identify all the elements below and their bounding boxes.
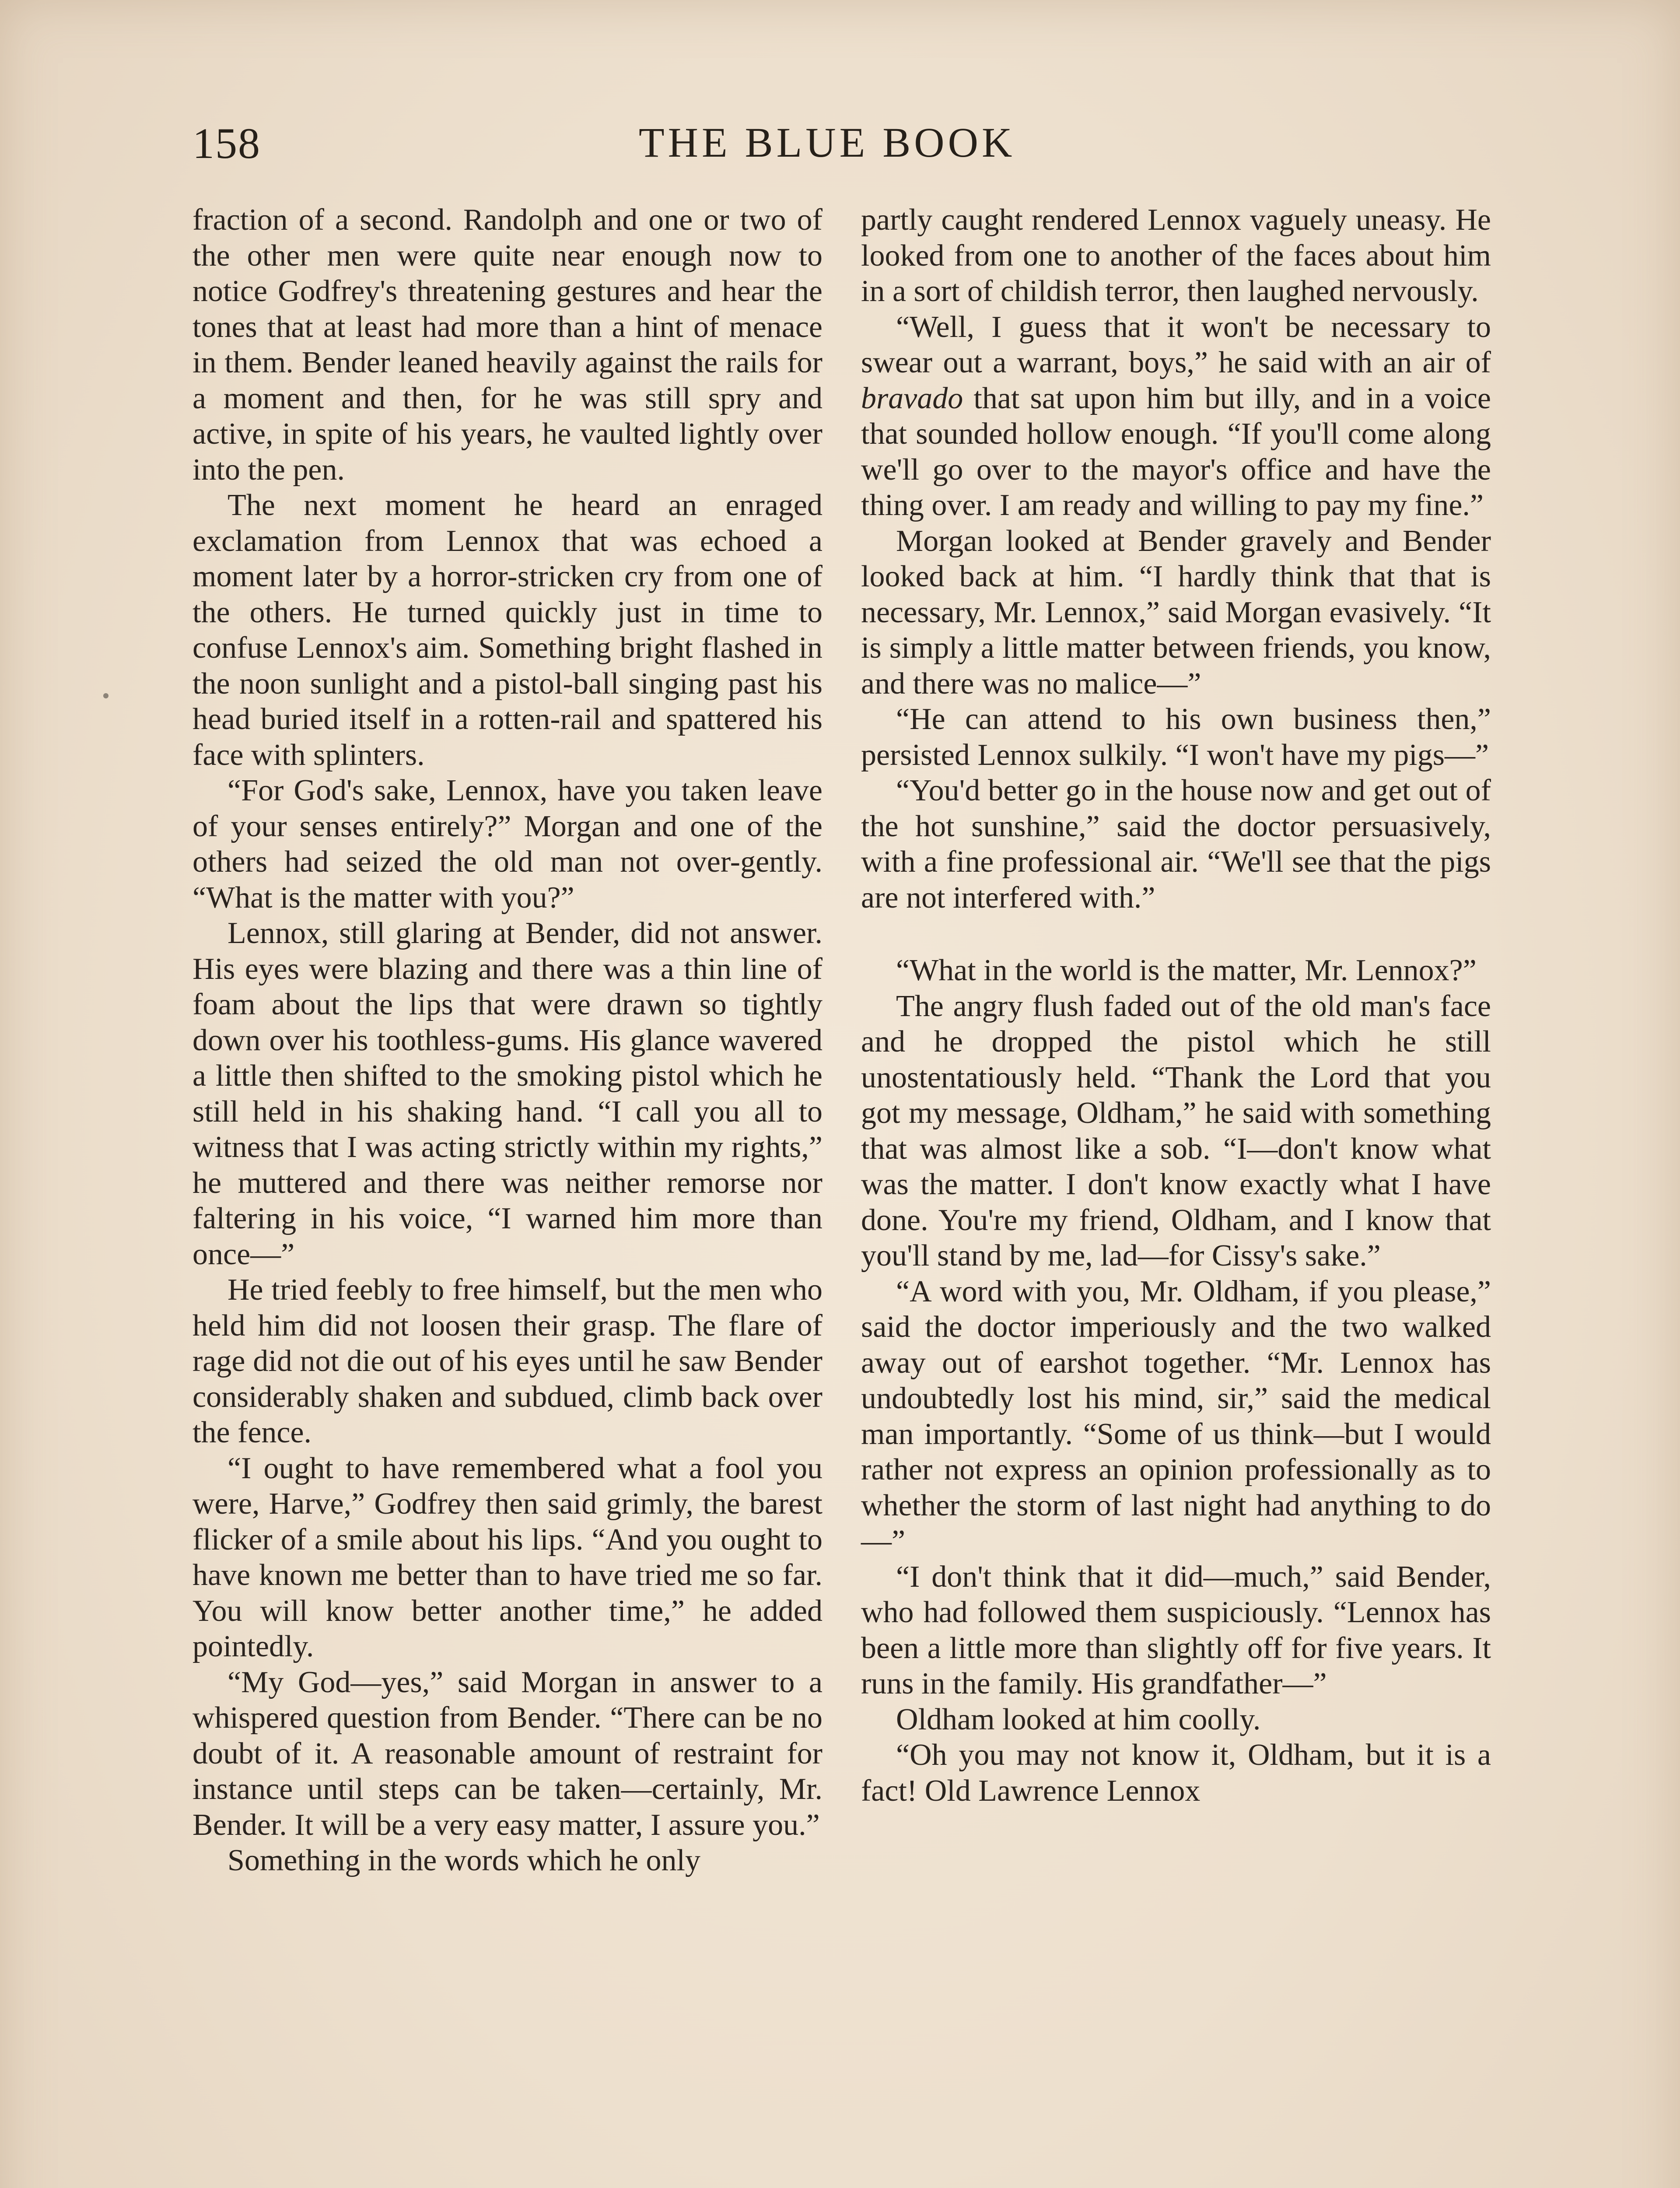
- paragraph: Lennox, still glaring at Bender, did not answer. His eyes were blazing and there was a thin line of foam about the lips that were drawn so tightly down over his toothless-gums. His glance wavered a little then shifted to the smoking pistol which he still held in his shaking hand. “I call you all to witness that I was acting strictly within my rights,” he muttered and there was neither remorse nor faltering in his voice, “I warned him more than once—”: [192, 916, 822, 1271]
- paragraph: “You'd better go in the house now and get out of the hot sunshine,” said the doctor persuasively, with a fine professional air. “We'll see that the pigs are not interfered with.”: [861, 774, 1491, 915]
- paragraph: Morgan looked at Bender gravely and Bender looked back at him. “I hardly think that that is necessary, Mr. Lennox,” said Morgan evasively. “It is simply a little matter between friends, you know, and there was no malice—”: [861, 524, 1491, 701]
- paragraph: partly caught rendered Lennox vaguely uneasy. He looked from one to another of the faces about him in a sort of childish terror, then laughed nervously.: [861, 203, 1491, 308]
- page-number: 158: [192, 119, 261, 168]
- right-text-column: [861, 202, 1491, 1809]
- running-head: [192, 118, 1505, 175]
- paragraph: “I ought to have remembered what a fool you were, Harve,” Godfrey then said grimly, the barest flicker of a smile about his lips. “And you ought to have known me better than to have tried me so far. You will know better another time,” he added pointedly.: [192, 1451, 822, 1663]
- paragraph: The angry flush faded out of the old man's face and he dropped the pistol which he still unostentatiously held. “Thank the Lord that you got my message, Oldham,” he said with something that was almost like a sob. “I—don't know what was the matter. I don't know exactly what I have done. You're my friend, Oldham, and I know that you'll stand by me, lad—for Cissy's sake.”: [861, 989, 1491, 1273]
- paragraph: “He can attend to his own business then,” persisted Lennox sulkily. “I won't have my pigs—”: [861, 702, 1491, 772]
- paragraph: Something in the words which he only: [228, 1844, 701, 1877]
- paragraph: He tried feebly to free himself, but the men who held him did not loosen their grasp. The flare of rage did not die out of his eyes until he saw Bender considerably shaken and subdued, climb back over the fence.: [192, 1273, 822, 1449]
- left-text-column: [192, 202, 822, 1879]
- paragraph: “For God's sake, Lennox, have you taken leave of your senses entirely?” Morgan and one of the others had seized the old man not over-gently. “What is the matter with you?”: [192, 774, 822, 915]
- paragraph-text: “Well, I guess that it won't be necessary to swear out a warrant, boys,” he said with an air of: [861, 310, 1491, 379]
- paragraph: “I don't think that it did—much,” said Bender, who had followed them suspiciously. “Lennox has been a little more than slightly off for five years. It runs in the family. His grandfather—”: [861, 1560, 1491, 1701]
- paper-speck: [103, 693, 108, 698]
- paragraph: “Oh you may not know it, Oldham, but it is a fact! Old Lawrence Lennox: [861, 1738, 1491, 1808]
- paragraph: “A word with you, Mr. Oldham, if you please,” said the doctor imperiously and the two walked away out of earshot together. “Mr. Lennox has undoubtedly lost his mind, sir,” said the medical man importantly. “Some of us think—but I would rather not express an opinion professionally as to whether the storm of last night had anything to do—”: [861, 1274, 1491, 1558]
- paragraph: fraction of a second. Randolph and one or two of the other men were quite near enough now to notice Godfrey's threatening gestures and hear the tones that at least had more than a hint of menace in them. Bender leaned heavily against the rails for a moment and then, for he was still spry and active, in spite of his years, he vaulted lightly over into the pen.: [192, 203, 822, 487]
- paragraph: The next moment he heard an enraged exclamation from Lennox that was echoed a moment later by a horror-stricken cry from one of the others. He turned quickly just in time to confuse Lennox's aim. Something bright flashed in the noon sunlight and a pistol-ball singing past his head buried itself in a rotten-rail and spattered his face with splinters.: [192, 488, 822, 772]
- magazine-title: THE BLUE BOOK: [639, 119, 1016, 166]
- paragraph: [861, 309, 1491, 523]
- paragraph-text: that sat upon him but illy, and in a voice that sounded hollow enough. “If you'll come along we'll go over to the mayor's office and have the thing over. I am ready and willing to pay my fine.”: [861, 381, 1491, 522]
- italic-word: bravado: [861, 381, 963, 415]
- paragraph: “My God—yes,” said Morgan in answer to a whispered question from Bender. “There can be no doubt of it. A reasonable amount of restraint for instance until steps can be taken—certainly, Mr. Bender. It will be a very easy matter, I assure you.”: [192, 1665, 822, 1842]
- paragraph: Oldham looked at him coolly.: [896, 1702, 1261, 1736]
- paragraph: “What in the world is the matter, Mr. Lennox?”: [896, 954, 1477, 987]
